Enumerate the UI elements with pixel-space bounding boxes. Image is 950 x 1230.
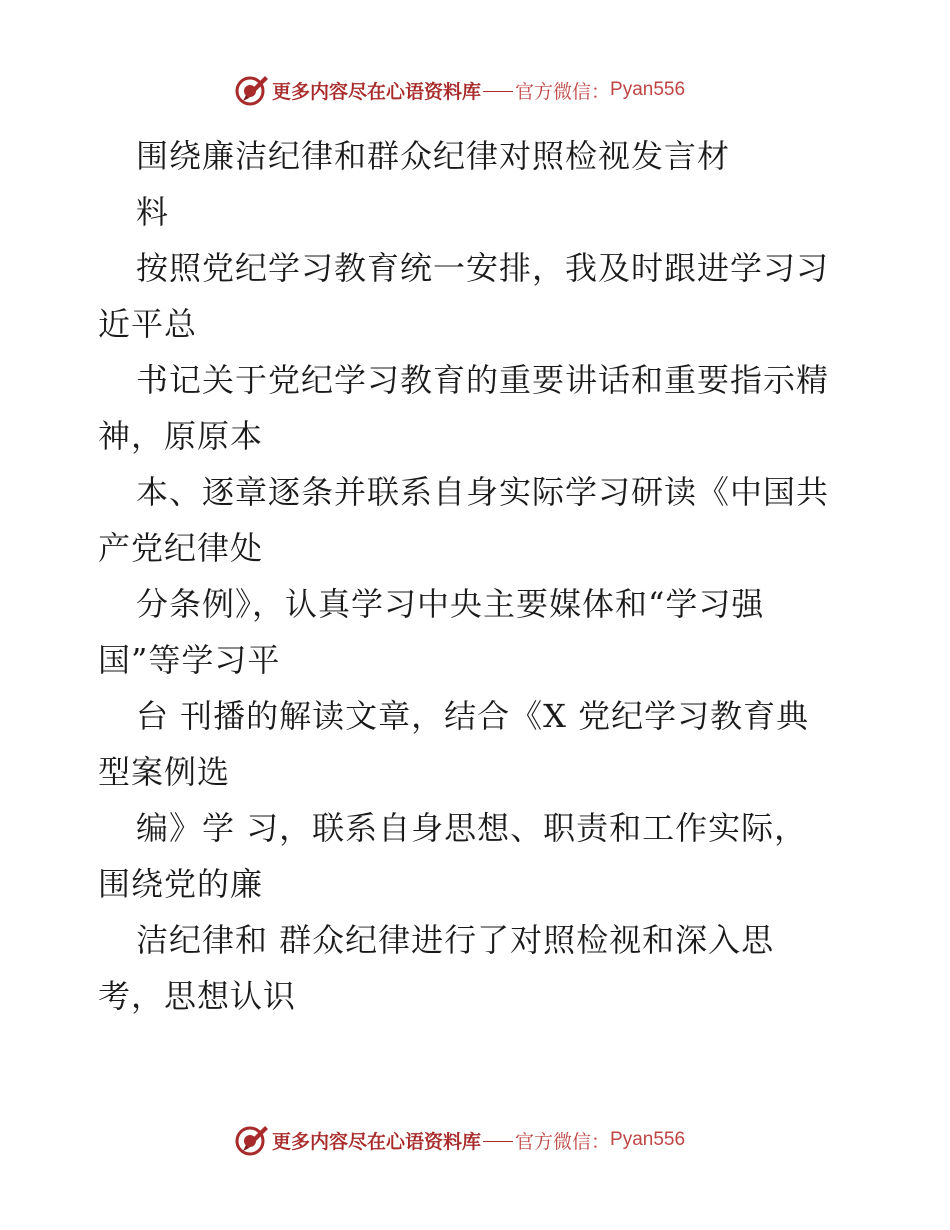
body-line: 国”等学习平 [98,641,281,679]
banner-wechat-label: 官方微信： [515,1130,611,1153]
document-body [98,128,858,1024]
body-line: 按照党纪学习教育统一安排，我及时跟进学习习 [136,249,830,287]
header-banner [232,70,685,110]
body-line: 神，原原本 [98,417,264,455]
body-line: 洁纪律和 群众纪律进行了对照检视和深入思 [136,921,775,959]
body-line: 考，思想认识 [98,977,297,1015]
body-line: 近平总 [98,305,198,343]
body-line: 分条例》，认真学习中央主要媒体和“学习强 [136,585,765,623]
banner-dash [483,91,513,92]
body-line: 编》学 习，联系自身思想、职责和工作实际， [136,809,808,847]
body-line: 围绕廉洁纪律和群众纪律对照检视发言材 [136,137,731,175]
body-line: 书记关于党纪学习教育的重要讲话和重要指示精 [136,361,830,399]
body-line: 本、逐章逐条并联系自身实际学习研读《中国共 [136,473,830,511]
footer-banner [232,1120,685,1160]
banner-lead-text: 更多内容尽在心语资料库 [272,80,482,103]
pen-logo-icon [232,1121,270,1159]
body-line: 围绕党的廉 [98,865,264,903]
body-line: 型案例选 [98,753,231,791]
banner-wechat-label: 官方微信： [515,80,611,103]
banner-lead-text: 更多内容尽在心语资料库 [272,1130,482,1153]
body-line: 台 刊播的解读文章，结合《X 党纪学习教育典 [136,697,810,735]
body-line: 料 [136,193,170,231]
banner-wechat-id: Pyan556 [610,1129,686,1150]
banner-dash [483,1141,513,1142]
pen-logo-icon [232,71,270,109]
body-line: 产党纪律处 [98,529,264,567]
banner-wechat-id: Pyan556 [610,79,686,100]
